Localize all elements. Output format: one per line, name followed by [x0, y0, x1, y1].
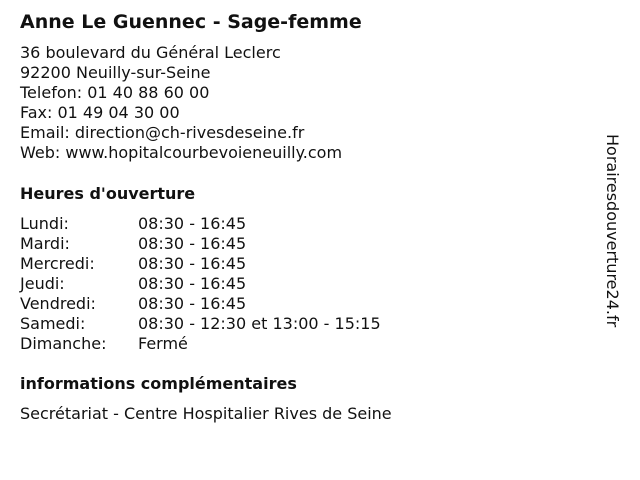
day-label: Vendredi: [20, 294, 96, 313]
address-line-2: 92200 Neuilly-sur-Seine [20, 63, 211, 82]
contact-block [20, 43, 342, 163]
day-label: Mardi: [20, 234, 70, 253]
day-label: Mercredi: [20, 254, 95, 273]
hours-table [20, 214, 381, 354]
side-brand-watermark: Horairesdouverture24.fr [603, 134, 622, 328]
day-label: Jeudi: [20, 274, 65, 293]
day-hours: Fermé [138, 334, 188, 353]
day-label: Samedi: [20, 314, 86, 333]
day-label: Lundi: [20, 214, 69, 233]
fax-line: Fax: 01 49 04 30 00 [20, 103, 180, 122]
hours-row-friday [20, 294, 381, 314]
hours-heading: Heures d'ouverture [20, 184, 196, 203]
day-hours: 08:30 - 16:45 [138, 294, 247, 313]
day-label: Dimanche: [20, 334, 107, 353]
day-hours: 08:30 - 16:45 [138, 234, 247, 253]
extra-info-heading: informations complémentaires [20, 374, 297, 393]
hours-row-monday [20, 214, 381, 234]
address-line-1: 36 boulevard du Général Leclerc [20, 43, 281, 62]
day-hours: 08:30 - 12:30 et 13:00 - 15:15 [138, 314, 381, 333]
hours-row-sunday [20, 334, 381, 354]
day-hours: 08:30 - 16:45 [138, 254, 247, 273]
day-hours: 08:30 - 16:45 [138, 274, 247, 293]
phone-line: Telefon: 01 40 88 60 00 [20, 83, 210, 102]
extra-info-text: Secrétariat - Centre Hospitalier Rives de Seine [20, 404, 392, 423]
hours-row-tuesday [20, 234, 381, 254]
hours-row-saturday [20, 314, 381, 334]
web-line: Web: www.hopitalcourbevoieneuilly.com [20, 143, 343, 162]
hours-row-wednesday [20, 254, 381, 274]
email-line: Email: direction@ch-rivesdeseine.fr [20, 123, 305, 142]
page-title: Anne Le Guennec - Sage-femme [20, 11, 362, 33]
hours-row-thursday [20, 274, 381, 294]
day-hours: 08:30 - 16:45 [138, 214, 247, 233]
